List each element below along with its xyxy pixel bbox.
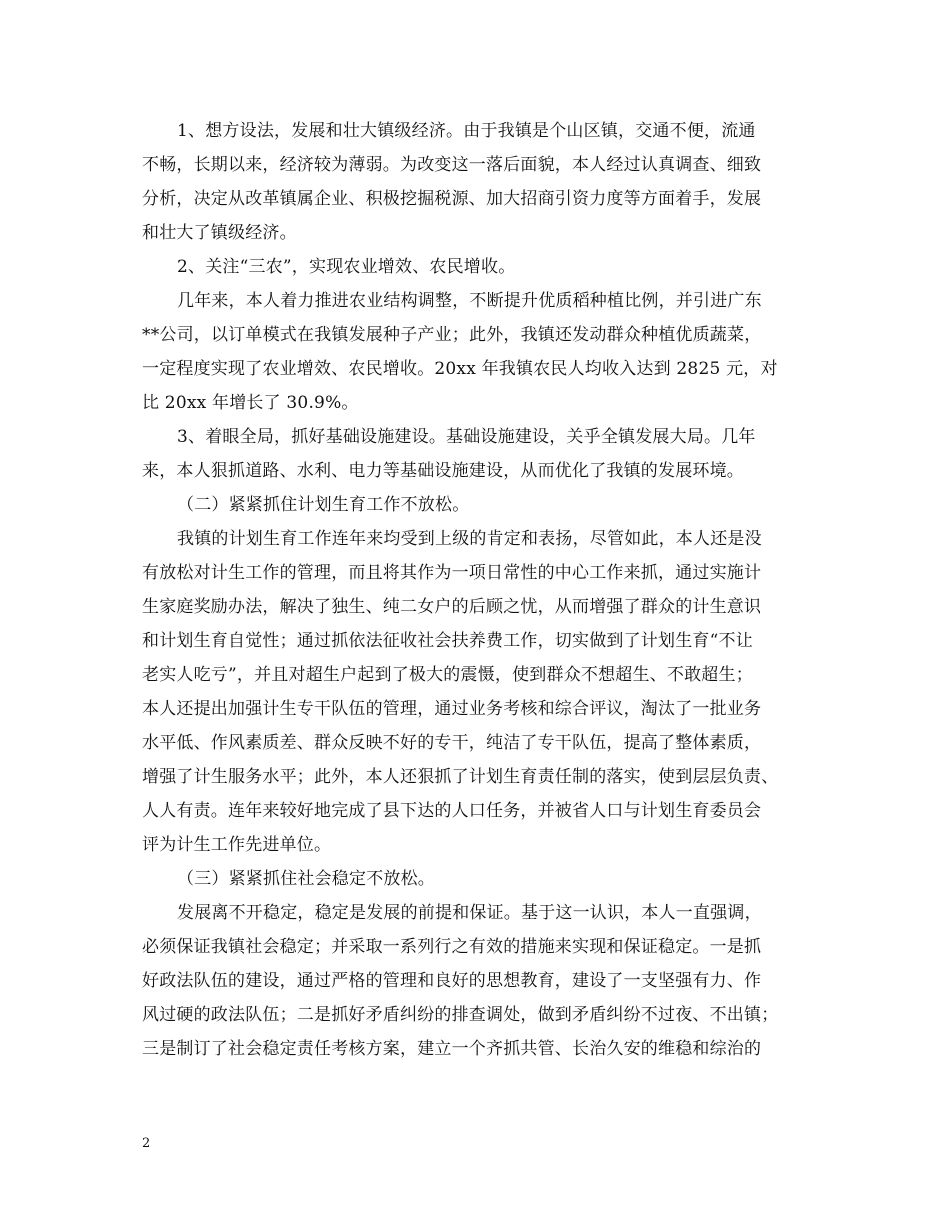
text-line: 和壮大了镇级经济。 — [142, 223, 297, 243]
text-line: 3、着眼全局，抓好基础设施建设。基础设施建设，关乎全镇发展大局。几年 — [177, 427, 756, 447]
text-line: 我镇的计划生育工作连年来均受到上级的肯定和表扬，尽管如此，本人还是没 — [177, 529, 762, 549]
text-line: 三是制订了社会稳定责任考核方案，建立一个齐抓共管、长治久安的维稳和综治的 — [142, 1039, 762, 1059]
text-line: 分析，决定从改革镇属企业、积极挖掘税源、加大招商引资力度等方面着手，发展 — [142, 189, 762, 209]
text-line: （二）紧紧抓住计划生育工作不放松。 — [177, 495, 470, 515]
document-body — [142, 114, 812, 1066]
text-line: 风过硬的政法队伍；二是抓好矛盾纠纷的排查调处，做到矛盾纠纷不过夜、不出镇； — [142, 1005, 779, 1025]
text-line: 增强了计生服务水平；此外，本人还狠抓了计划生育责任制的落实，使到层层负责、 — [142, 767, 779, 787]
text-line: **公司，以订单模式在我镇发展种子产业；此外，我镇还发动群众种植优质蔬菜， — [142, 325, 762, 345]
text-line: 和计划生育自觉性；通过抓依法征收社会扶养费工作，切实做到了计划生育“不让 — [142, 631, 753, 651]
text-line: 发展离不开稳定，稳定是发展的前提和保证。基于这一认识，本人一直强调， — [177, 903, 762, 923]
text-line: 比 20xx 年增长了 30.9%。 — [142, 393, 359, 413]
text-line: 生家庭奖励办法，解决了独生、纯二女户的后顾之忧，从而增强了群众的计生意识 — [142, 597, 762, 617]
text-line: 必须保证我镇社会稳定；并采取一系列行之有效的措施来实现和保证稳定。一是抓 — [142, 937, 762, 957]
text-line: 一定程度实现了农业增效、农民增收。20xx 年我镇农民人均收入达到 2825 元，对 — [142, 359, 778, 379]
text-line: （三）紧紧抓住社会稳定不放松。 — [177, 869, 435, 889]
text-line: 评为计生工作先进单位。 — [142, 835, 332, 855]
text-line: 水平低、作风素质差、群众反映不好的专干，纯洁了专干队伍，提高了整体素质， — [142, 733, 762, 753]
text-line: 1、想方设法，发展和壮大镇级经济。由于我镇是个山区镇，交通不便，流通 — [177, 121, 756, 141]
text-line: 本人还提出加强计生专干队伍的管理，通过业务考核和综合评议，淘汰了一批业务 — [142, 699, 762, 719]
text-line: 好政法队伍的建设，通过严格的管理和良好的思想教育，建设了一支坚强有力、作 — [142, 971, 762, 991]
text-line: 来，本人狠抓道路、水利、电力等基础设施建设，从而优化了我镇的发展环境。 — [142, 461, 744, 481]
text-line: 有放松对计生工作的管理，而且将其作为一项日常性的中心工作来抓，通过实施计 — [142, 563, 762, 583]
text-line: 2、关注“三农”，实现农业增效、农民增收。 — [177, 257, 516, 277]
text-line: 不畅，长期以来，经济较为薄弱。为改变这一落后面貌，本人经过认真调查、细致 — [142, 155, 762, 175]
page-number: 2 — [142, 1136, 151, 1151]
text-line: 几年来，本人着力推进农业结构调整，不断提升优质稻种植比例，并引进广东 — [177, 291, 762, 311]
text-line: 人人有责。连年来较好地完成了县下达的人口任务，并被省人口与计划生育委员会 — [142, 801, 762, 821]
text-line: 老实人吃亏”，并且对超生户起到了极大的震慑，使到群众不想超生、不敢超生； — [142, 665, 753, 685]
